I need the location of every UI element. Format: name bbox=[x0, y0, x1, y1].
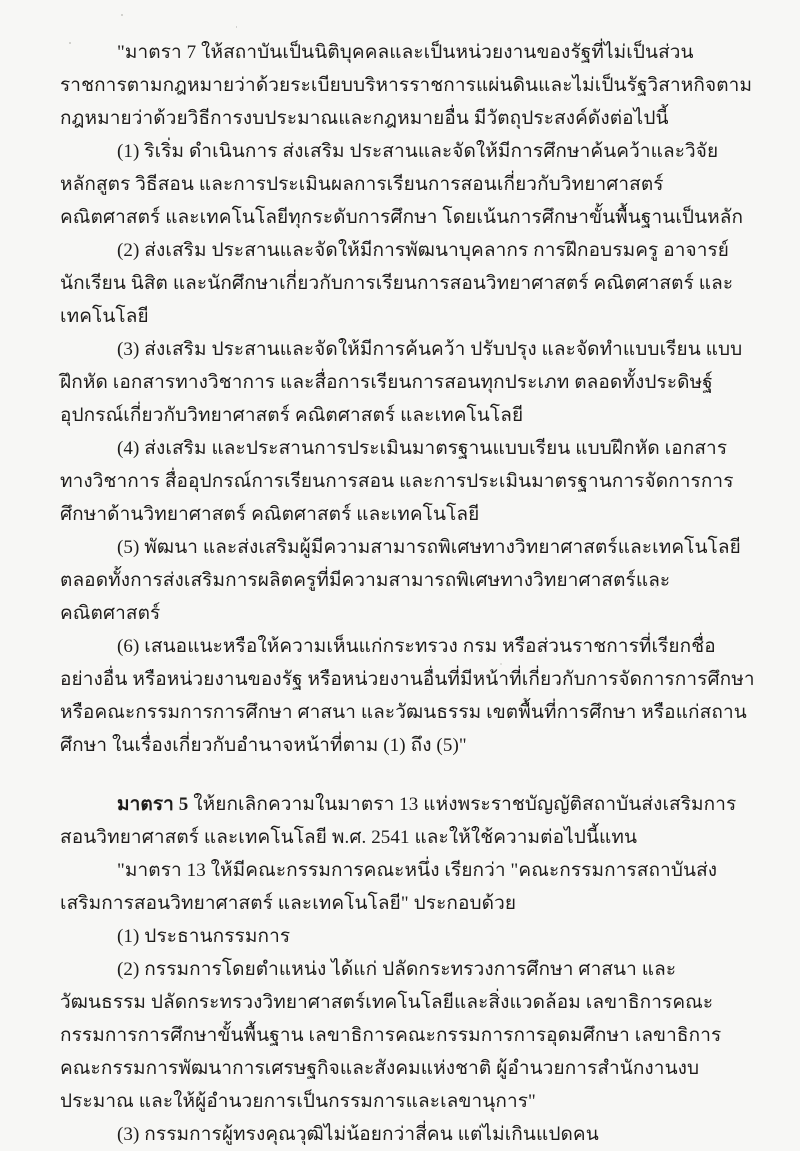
paragraph-section-5 bbox=[60, 788, 756, 854]
section-5-heading: มาตรา 5 bbox=[117, 794, 189, 815]
section-5-body: ให้ยกเลิกความในมาตรา 13 แห่งพระราชบัญญัติสถาบันส่งเสริมการสอนวิทยาศาสตร์ และเทคโนโลยี พ.ศ. 2541 และให้ใช้ความต่อไปนี้แทน bbox=[60, 794, 737, 848]
paragraph-section-7-intro: "มาตรา 7 ให้สถาบันเป็นนิติบุคคลและเป็นหน่วยงานของรัฐที่ไม่เป็นส่วนราชการตามกฎหมายว่าด้วยระเบียบบริหารราชการแผ่นดินและไม่เป็นรัฐวิสาหกิจตามกฎหมายว่าด้วยวิธีการงบประมาณและกฎหมายอื่น มีวัตถุประสงค์ดังต่อไปนี้ bbox=[60, 42, 753, 129]
paragraph-section-13-intro: "มาตรา 13 ให้มีคณะกรรมการคณะหนึ่ง เรียกว่า "คณะกรรมการสถาบันส่งเสริมการสอนวิทยาศาสตร์ และเทคโนโลยี" ประกอบด้วย bbox=[60, 860, 718, 914]
scan-artifact bbox=[69, 42, 71, 44]
scan-artifact bbox=[121, 14, 123, 16]
paragraph-section-7-item-1: (1) ริเริ่ม ดำเนินการ ส่งเสริม ประสานและจัดให้มีการศึกษาค้นคว้าและวิจัยหลักสูตร วิธีสอน และการประเมินผลการเรียนการสอนเกี่ยวกับวิทยาศาสตร์ คณิตศาสตร์ และเทคโนโลยีทุกระดับการศึกษา โดยเน้นการศึกษาขั้นพื้นฐานเป็นหลัก bbox=[60, 141, 744, 228]
paragraph-section-7-item-6: (6) เสนอแนะหรือให้ความเห็นแก่กระทรวง กรม หรือส่วนราชการที่เรียกชื่ออย่างอื่น หรือหน่วยงานของรัฐ หรือหน่วยงานอื่นที่มีหน้าที่เกี่ยวกับการจัดการการศึกษา หรือคณะกรรมการการศึกษา ศาสนา และวัฒนธรรม เขตพื้นที่การศึกษา หรือแก่สถานศึกษา ในเรื่องเกี่ยวกับอำนาจหน้าที่ตาม (1) ถึง (5)" bbox=[60, 636, 755, 756]
scan-artifact bbox=[500, 663, 502, 665]
paragraph-section-7-item-2: (2) ส่งเสริม ประสานและจัดให้มีการพัฒนาบุคลากร การฝึกอบรมครู อาจารย์ นักเรียน นิสิต และนักศึกษาเกี่ยวกับการเรียนการสอนวิทยาศาสตร์ คณิตศาสตร์ และเทคโนโลยี bbox=[60, 240, 734, 327]
paragraph-section-13-item-1: (1) ประธานกรรมการ bbox=[117, 926, 291, 947]
paragraph-section-7-item-3: (3) ส่งเสริม ประสานและจัดให้มีการค้นคว้า ปรับปรุง และจัดทำแบบเรียน แบบฝึกหัด เอกสารทางวิชาการ และสื่อการเรียนการสอนทุกประเภท ตลอดทั้งประดิษฐ์อุปกรณ์เกี่ยวกับวิทยาศาสตร์ คณิตศาสตร์ และเทคโนโลยี bbox=[60, 339, 743, 426]
scan-artifact bbox=[655, 586, 657, 588]
paragraph-section-13-item-2: (2) กรรมการโดยตำแหน่ง ได้แก่ ปลัดกระทรวงการศึกษา ศาสนา และวัฒนธรรม ปลัดกระทรวงวิทยาศาสตร์เทคโนโลยีและสิ่งแวดล้อม เลขาธิการคณะกรรมการการศึกษาขั้นพื้นฐาน เลขาธิการคณะกรรมการการอุดมศึกษา เลขาธิการคณะกรรมการพัฒนาการเศรษฐกิจและสังคมแห่งชาติ ผู้อำนวยการสำนักงานงบประมาณ และให้ผู้อำนวยการเป็นกรรมการและเลขานุการ" bbox=[60, 959, 722, 1112]
paragraph-section-7-item-4: (4) ส่งเสริม และประสานการประเมินมาตรฐานแบบเรียน แบบฝึกหัด เอกสารทางวิชาการ สื่ออุปกรณ์การเรียนการสอน และการประเมินมาตรฐานการจัดการการศึกษาด้านวิทยาศาสตร์ คณิตศาสตร์ และเทคโนโลยี bbox=[60, 438, 734, 525]
scan-artifact bbox=[236, 26, 237, 28]
paragraph-section-7-item-5: (5) พัฒนา และส่งเสริมผู้มีความสามารถพิเศษทางวิทยาศาสตร์และเทคโนโลยี ตลอดทั้งการส่งเสริมการผลิตครูที่มีความสามารถพิเศษทางวิทยาศาสตร์และคณิตศาสตร์ bbox=[60, 537, 741, 624]
paragraph-section-13-item-3: (3) กรรมการผู้ทรงคุณวุฒิไม่น้อยกว่าสี่คน แต่ไม่เกินแปดคน bbox=[117, 1124, 599, 1145]
document-text-block bbox=[60, 36, 756, 1151]
